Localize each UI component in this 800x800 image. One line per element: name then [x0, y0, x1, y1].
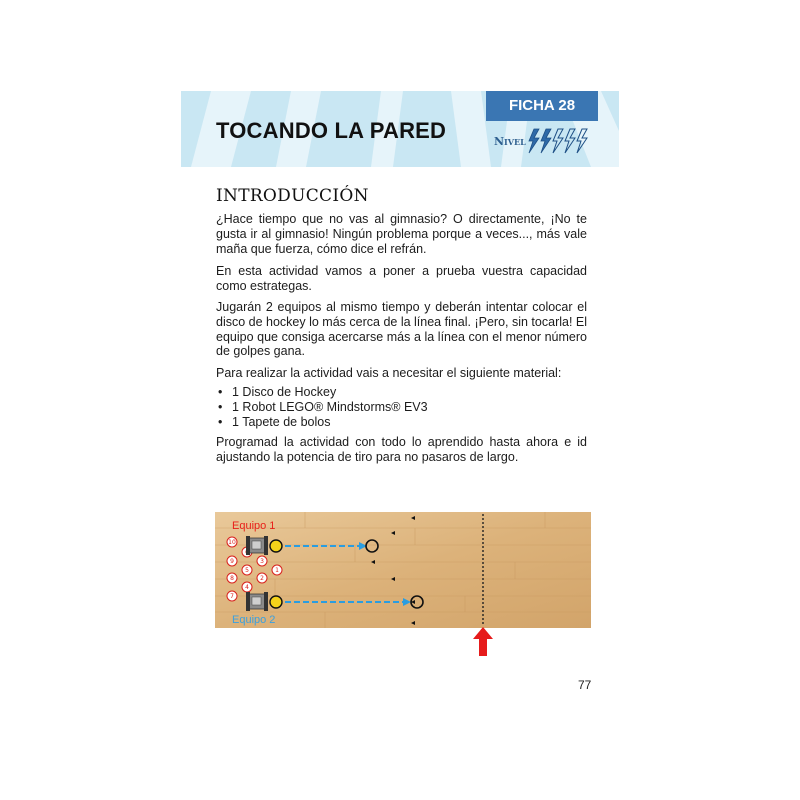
svg-text:10: 10	[228, 539, 236, 546]
page-number: 77	[578, 678, 592, 692]
lightning-bolt-icon	[541, 129, 551, 153]
materials-intro: Para realizar la actividad vais a necesitar el siguiente material:	[216, 366, 562, 380]
lightning-bolt-icon	[577, 129, 587, 153]
pin	[242, 565, 252, 575]
list-item: • 1 Robot LEGO® Mindstorms® EV3	[218, 400, 428, 415]
section-heading: INTRODUCCIÓN	[216, 186, 369, 206]
team-2-label: Equipo 2	[232, 614, 276, 626]
page-title: TOCANDO LA PARED	[216, 118, 447, 143]
svg-text:4: 4	[245, 584, 249, 591]
svg-text:1: 1	[275, 567, 279, 574]
lightning-bolt-icon	[553, 129, 563, 153]
svg-text:7: 7	[230, 593, 234, 600]
lightning-bolt-icon	[565, 129, 575, 153]
svg-text:5: 5	[245, 567, 249, 574]
ficha-badge: FICHA 28	[486, 91, 598, 121]
svg-text:9: 9	[230, 558, 234, 565]
list-item: • 1 Disco de Hockey	[218, 385, 428, 400]
pin	[257, 556, 267, 566]
materials-list	[218, 385, 428, 429]
hockey-puck-start	[270, 596, 282, 608]
pin	[242, 582, 252, 592]
svg-text:2: 2	[260, 575, 264, 582]
list-item: • 1 Tapete de bolos	[218, 415, 428, 430]
intro-paragraph-3: Jugarán 2 equipos al mismo tiempo y deberán intentar colocar el disco de hockey lo más cerca de la línea final. ¡Pero, sin tocarla! El equipo que consiga acercarse más a la línea con el menor número de golpes gana.	[216, 300, 588, 359]
pin	[257, 573, 267, 583]
svg-text:3: 3	[260, 558, 264, 565]
robot-icon	[246, 592, 268, 611]
svg-text:8: 8	[230, 575, 234, 582]
pin	[227, 537, 237, 547]
pin	[227, 573, 237, 583]
intro-paragraph-1: ¿Hace tiempo que no vas al gimnasio? O directamente, ¡No te gusta ir al gimnasio! Ningún problema porque a veces..., más vale maña que fuerza, cómo dice el refrán.	[216, 212, 587, 256]
bowling-lane-figure	[215, 512, 591, 628]
lightning-bolt-icon	[529, 129, 539, 153]
robot-icon	[246, 536, 268, 555]
team-1-label: Equipo 1	[232, 520, 276, 532]
pin	[272, 565, 282, 575]
closing-paragraph: Programad la actividad con todo lo aprendido hasta ahora e id ajustando la potencia de tiro para no pasaros de largo.	[216, 435, 587, 464]
finish-line-arrow-icon	[473, 627, 493, 657]
intro-paragraph-2: En esta actividad vamos a poner a prueba vuestra capacidad como estrategas.	[216, 264, 587, 293]
level-bolts	[526, 128, 588, 154]
hockey-puck-start	[270, 540, 282, 552]
pin	[227, 591, 237, 601]
pin	[227, 556, 237, 566]
level-label: Nivel	[494, 135, 526, 148]
